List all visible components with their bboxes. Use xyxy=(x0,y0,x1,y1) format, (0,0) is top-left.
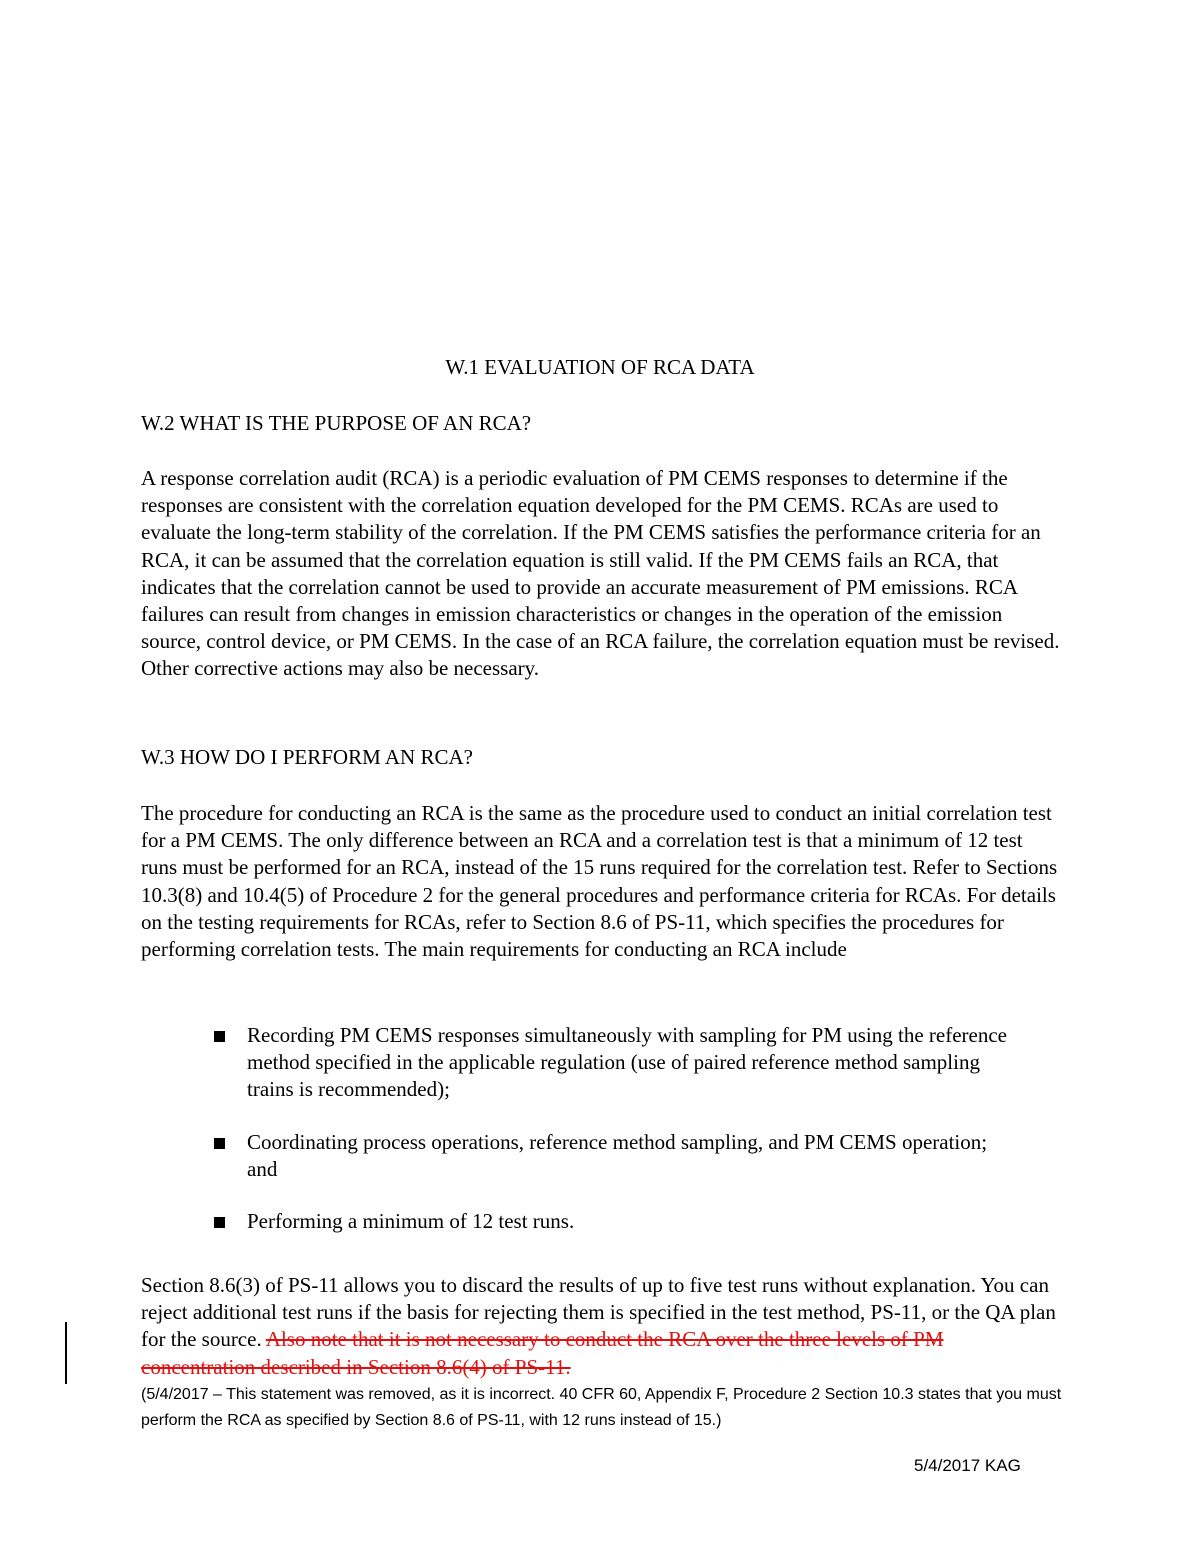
square-bullet-icon xyxy=(214,1031,225,1042)
list-item xyxy=(141,1129,1007,1183)
revision-change-bar xyxy=(65,1322,67,1384)
discard-text: Section 8.6(3) of PS-11 allows you to discard the results of up to five test runs without explanation. You can reject additional test runs if the basis for rejecting them is specified in the test method, PS-11, or the QA plan for the source. xyxy=(141,1273,1056,1352)
discard-paragraph xyxy=(141,1272,1063,1381)
requirement-text: Performing a minimum of 12 test runs. xyxy=(247,1209,575,1234)
revision-note: (5/4/2017 – This statement was removed, as it is incorrect. 40 CFR 60, Appendix F, Procedure 2 Section 10.3 states that you must perform the RCA as specified by Section 8.6 of PS-11, with 12 runs instead of 15.) xyxy=(141,1386,1062,1429)
list-item xyxy=(141,1208,1007,1235)
list-item xyxy=(141,1022,1007,1104)
section-w2-body: A response correlation audit (RCA) is a periodic evaluation of PM CEMS responses to determine if the responses are consistent with the correlation equation developed for the PM CEMS. RCAs are used to evaluate the long-term stability of the correlation. If the PM CEMS satisfies the performance criteria for an RCA, it can be assumed that the correlation equation is still valid. If the PM CEMS fails an RCA, that indicates that the correlation cannot be used to provide an accurate measurement of PM emissions. RCA failures can result from changes in emission characteristics or changes in the operation of the emission source, control device, or PM CEMS. In the case of an RCA failure, the correlation equation must be revised. Other corrective actions may also be necessary. xyxy=(141,466,1060,681)
section-w3-intro: The procedure for conducting an RCA is the same as the procedure used to conduct an initial correlation test for a PM CEMS. The only difference between an RCA and a correlation test is that a minimum of 12 test runs must be performed for an RCA, instead of the 15 runs required for the correlation test. Refer to Sections 10.3(8) and 10.4(5) of Procedure 2 for the general procedures and performance criteria for RCAs. For details on the testing requirements for RCAs, refer to Section 8.6 of PS-11, which specifies the procedures for performing correlation tests. The main requirements for conducting an RCA include xyxy=(141,801,1058,962)
struck-out-text: Also note that it is not necessary to conduct the RCA over the three levels of PM concentration described in Section 8.6(4) of PS-11. xyxy=(141,1327,944,1379)
document-title: W.1 EVALUATION OF RCA DATA xyxy=(445,355,755,379)
requirement-text: Recording PM CEMS responses simultaneously with sampling for PM using the reference method specified in the applicable regulation (use of paired reference method sampling trains is recommended); xyxy=(247,1023,1007,1102)
footer-date-initials: 5/4/2017 KAG xyxy=(914,1456,1021,1475)
requirement-text: Coordinating process operations, reference method sampling, and PM CEMS operation; and xyxy=(247,1129,988,1181)
requirements-list xyxy=(141,1022,1063,1260)
section-w2-heading: W.2 WHAT IS THE PURPOSE OF AN RCA? xyxy=(141,411,532,435)
square-bullet-icon xyxy=(214,1217,225,1228)
section-w3-heading: W.3 HOW DO I PERFORM AN RCA? xyxy=(141,745,473,769)
square-bullet-icon xyxy=(214,1138,225,1149)
